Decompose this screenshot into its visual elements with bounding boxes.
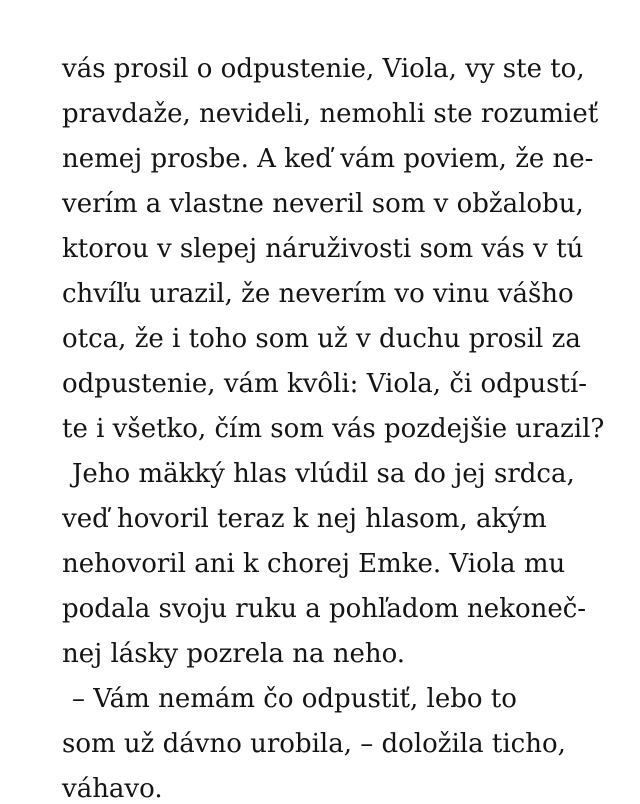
text-line: ktorou v slepej náruživosti som vás v tú <box>62 234 584 264</box>
text-line: váhavo. <box>62 774 163 804</box>
text-line: vás prosil o odpustenie, Viola, vy ste to, <box>62 54 585 84</box>
text-line: som už dávno urobila, – doložila ticho, <box>62 729 566 759</box>
text-line: chvíľu urazil, že neverím vo vinu vášho <box>62 279 574 309</box>
text-line: te i všetko, čím som vás pozdejšie urazil? <box>62 414 605 444</box>
text-line: odpustenie, vám kvôli: Viola, či odpustí- <box>62 369 588 399</box>
text-line: otca, že i toho som už v duchu prosil za <box>62 324 581 354</box>
paragraph-first-line: Jeho mäkký hlas vlúdil sa do jej srdca, <box>72 459 575 489</box>
paragraph-first-line: – Vám nemám čo odpustiť, lebo to <box>72 684 517 714</box>
text-line: nemej prosbe. A keď vám poviem, že ne- <box>62 144 594 174</box>
text-line: veď hovoril teraz k nej hlasom, akým <box>62 504 547 534</box>
text-line: pravdaže, nevideli, nemohli ste rozumieť <box>62 99 599 129</box>
text-line: nehovoril ani k chorej Emke. Viola mu <box>62 549 566 579</box>
text-line: nej lásky pozrela na neho. <box>62 639 406 669</box>
text-line: podala svoju ruku a pohľadom nekoneč- <box>62 594 587 624</box>
text-line: verím a vlastne neveril som v obžalobu, <box>62 189 584 219</box>
